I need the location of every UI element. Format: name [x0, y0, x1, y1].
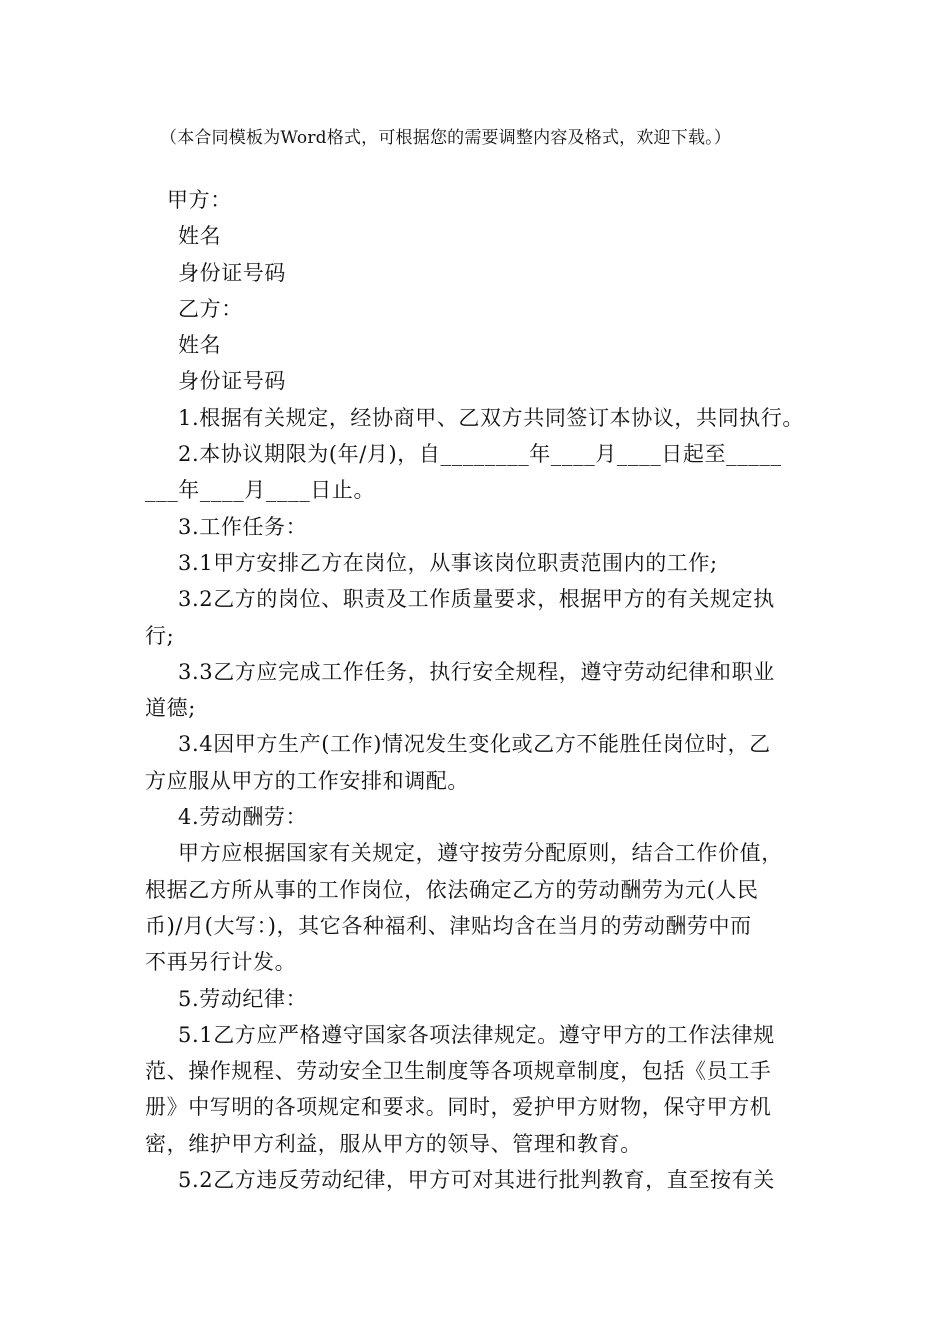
clause-4-heading: 4.劳动酬劳： [178, 805, 308, 830]
clause-3-2-line-1: 3.2乙方的岗位、职责及工作质量要求，根据甲方的有关规定执 [178, 587, 775, 612]
clause-3-4-line-1: 3.4因甲方生产(工作)情况发生变化或乙方不能胜任岗位时，乙 [178, 732, 771, 757]
contract-body [145, 182, 813, 1198]
clause-3-3-line-2: 道德; [145, 696, 196, 721]
clause-3-2-line-2: 行; [145, 623, 175, 648]
clause-2-line-1: 2.本协议期限为(年/月)，自________年____月____日起至_____ [178, 442, 782, 467]
clause-3-heading: 3.工作任务： [178, 514, 308, 539]
clause-1: 1.根据有关规定，经协商甲、乙双方共同签订本协议，共同执行。 [178, 405, 805, 430]
party-a-id-label: 身份证号码 [178, 260, 286, 285]
clause-5-2-line-1: 5.2乙方违反劳动纪律，甲方可对其进行批判教育，直至按有关 [178, 1168, 775, 1193]
party-a-heading: 甲方： [167, 188, 232, 212]
template-note: （本合同模板为Word格式，可根据您的需要调整内容及格式，欢迎下载。） [160, 128, 732, 148]
clause-4-line-1: 甲方应根据国家有关规定，遵守按劳分配原则，结合工作价值， [178, 841, 783, 866]
clause-3-3-line-1: 3.3乙方应完成工作任务，执行安全规程，遵守劳动纪律和职业 [178, 659, 775, 684]
clause-5-heading: 5.劳动纪律： [178, 986, 308, 1011]
clause-4-line-3: 币)/月(大写：)，其它各种福利、津贴均含在当月的劳动酬劳中而 [145, 913, 752, 938]
clause-2-line-2: ___年____月____日止。 [145, 478, 376, 503]
clause-5-1-line-4: 密，维护甲方利益，服从甲方的领导、管理和教育。 [145, 1131, 642, 1156]
clause-5-1-line-1: 5.1乙方应严格遵守国家各项法律规定。遵守甲方的工作法律规 [178, 1022, 775, 1047]
clause-4-line-2: 根据乙方所从事的工作岗位，依法确定乙方的劳动酬劳为元(人民 [145, 877, 759, 902]
clause-5-1-line-2: 范、操作规程、劳动安全卫生制度等各项规章制度，包括《员工手 [145, 1059, 772, 1084]
clause-3-1: 3.1甲方安排乙方在岗位，从事该岗位职责范围内的工作; [178, 550, 718, 575]
clause-4-line-4: 不再另行计发。 [145, 950, 297, 975]
party-b-id-label: 身份证号码 [178, 369, 286, 394]
party-b-name-label: 姓名 [178, 333, 222, 358]
party-a-name-label: 姓名 [178, 224, 222, 249]
clause-3-4-line-2: 方应服从甲方的工作安排和调配。 [145, 768, 469, 793]
party-b-heading: 乙方： [178, 296, 243, 321]
clause-5-1-line-3: 册》中写明的各项规定和要求。同时，爱护甲方财物，保守甲方机 [145, 1095, 772, 1120]
